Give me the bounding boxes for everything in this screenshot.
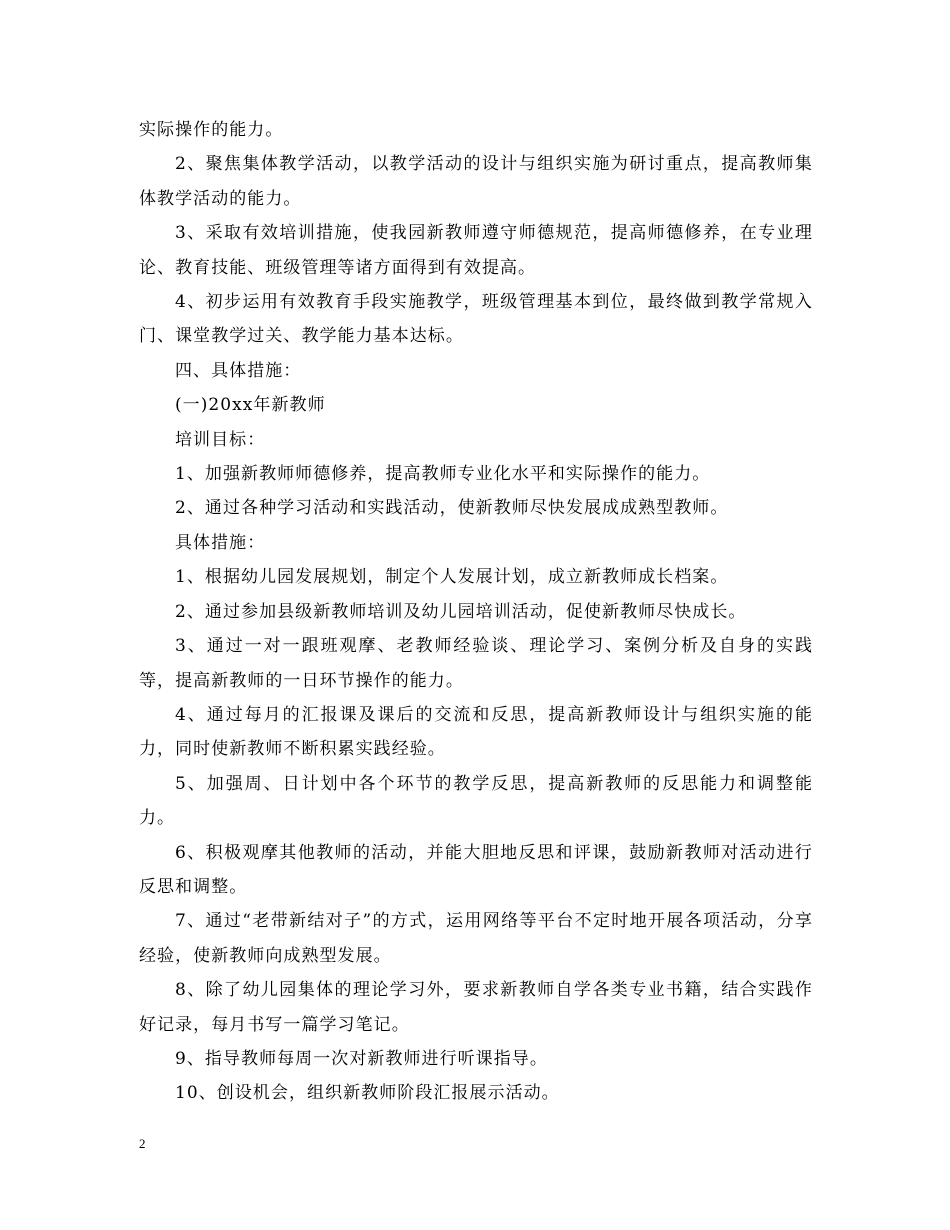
measure-item-7: 7、通过“老带新结对子”的方式，运用网络等平台不定时地开展各项活动，分享经验，使新教师向成熟型发展。 [139, 911, 813, 966]
subsection-heading-new-teachers: (一)20xx年新教师 [175, 395, 326, 416]
goal-item-3: 3、采取有效培训措施，使我园新教师遵守师德规范，提高师德修养，在专业理论、教育技能、班级管理等诸方面得到有效提高。 [139, 223, 813, 278]
measure-item-3: 3、通过一对一跟班观摩、老教师经验谈、理论学习、案例分析及自身的实践等，提高新教师的一日环节操作的能力。 [139, 636, 813, 691]
goal-item-4: 4、初步运用有效教育手段实施教学，班级管理基本到位，最终做到教学常规入门、课堂教学过关、教学能力基本达标。 [139, 292, 813, 347]
training-goal-item-2: 2、通过各种学习活动和实践活动，使新教师尽快发展成成熟型教师。 [175, 498, 729, 519]
measure-item-1: 1、根据幼儿园发展规划，制定个人发展计划，成立新教师成长档案。 [175, 567, 729, 588]
measure-item-9: 9、指导教师每周一次对新教师进行听课指导。 [175, 1048, 548, 1069]
paragraph-continuation: 实际操作的能力。 [139, 120, 284, 140]
specific-measures-heading: 具体措施： [175, 532, 266, 553]
measure-item-5: 5、加强周、日计划中各个环节的教学反思，提高新教师的反思能力和调整能力。 [139, 773, 813, 829]
section-heading-measures: 四、具体措施： [175, 360, 302, 381]
page-number: 2 [139, 1136, 146, 1151]
measure-item-2: 2、通过参加县级新教师培训及幼儿园培训活动，促使新教师尽快成长。 [175, 601, 747, 622]
training-goal-item-1: 1、加强新教师师德修养，提高教师专业化水平和实际操作的能力。 [175, 464, 711, 485]
goal-item-2: 2、聚焦集体教学活动，以教学活动的设计与组织实施为研讨重点，提高教师集体教学活动的能力。 [139, 154, 813, 209]
measure-item-8: 8、除了幼儿园集体的理论学习外，要求新教师自学各类专业书籍，结合实践作好记录，每月书写一篇学习笔记。 [139, 980, 813, 1035]
measure-item-10: 10、创设机会，组织新教师阶段汇报展示活动。 [175, 1083, 560, 1104]
training-goals-heading: 培训目标： [175, 429, 266, 450]
document-body [139, 113, 813, 1111]
measure-item-6: 6、积极观摩其他教师的活动，并能大胆地反思和评课，鼓励新教师对活动进行反思和调整。 [139, 842, 813, 897]
measure-item-4: 4、通过每月的汇报课及课后的交流和反思，提高新教师设计与组织实施的能力，同时使新教师不断积累实践经验。 [139, 704, 813, 760]
